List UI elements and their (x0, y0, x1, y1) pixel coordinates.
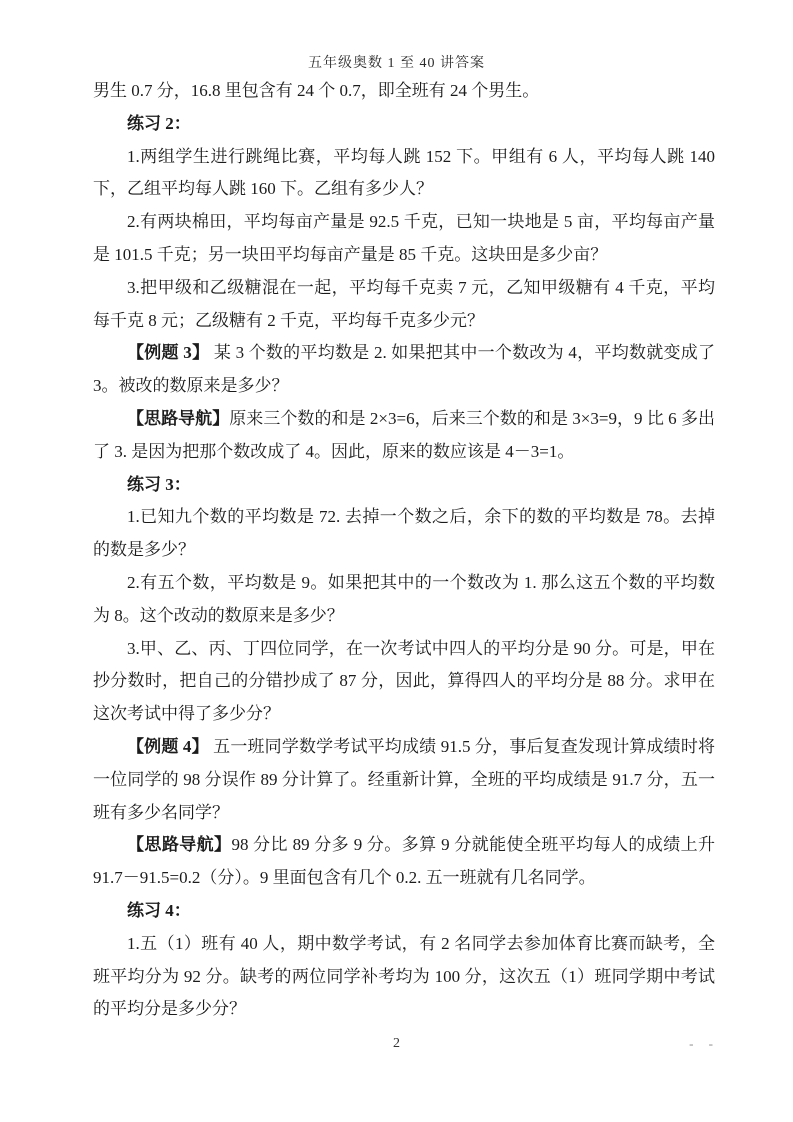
exercise3-problem-3 (93, 633, 715, 731)
exercise3-problem-1 (93, 501, 715, 567)
document-body (93, 75, 715, 1026)
paragraph-text: 1.五（1）班有 40 人，期中数学考试，有 2 名同学去参加体育比赛而缺考，全班平均分为 92 分。缺考的两位同学补考均为 100 分，这次五（1）班同学期中考试的平均分是多少分？ (93, 933, 715, 1019)
example-3-paragraph (93, 337, 715, 403)
paragraph-continuation (93, 75, 715, 108)
paragraph-text: 某 3 个数的平均数是 2. 如果把其中一个数改为 4，平均数就变成了 3。被改的数原来是多少？ (93, 343, 716, 396)
paragraph-text: 3.甲、乙、丙、丁四位同学，在一次考试中四人的平均分是 90 分。可是，甲在抄分数时，把自己的分错抄成了 87 分，因此，算得四人的平均分是 88 分。求甲在这次考试中得了多少分？ (93, 638, 715, 724)
paragraph-text: 3.把甲级和乙级糖混在一起，平均每千克卖 7 元，乙知甲级糖有 4 千克，平均每千克 8 元；乙级糖有 2 千克，平均每千克多少元？ (93, 277, 715, 330)
paragraph-text: 男生 0.7 分，16.8 里包含有 24 个 0.7，即全班有 24 个男生。 (93, 81, 540, 100)
paragraph-text: 1.两组学生进行跳绳比赛，平均每人跳 152 下。甲组有 6 人，平均每人跳 140 下，乙组平均每人跳 160 下。乙组有多少人？ (93, 146, 715, 199)
paragraph-text: 原来三个数的和是 2×3=6，后来三个数的和是 3×3=9，9 比 6 多出了 3. 是因为把那个数改成了 4。因此，原来的数应该是 4－3=1。 (93, 408, 716, 461)
solution-guide-label: 【思路导航】 (127, 408, 230, 428)
footer-corner-marks: - - (689, 1036, 719, 1051)
exercise-heading-label: 练习 4： (127, 900, 191, 920)
solution-guide-3-paragraph (93, 403, 715, 469)
exercise2-problem-1 (93, 141, 715, 207)
exercise-heading-label: 练习 3： (127, 474, 191, 494)
exercise-heading-label: 练习 2： (127, 113, 191, 133)
paragraph-text: 98 分比 89 分多 9 分。多算 9 分就能使全班平均每人的成绩上升 91.7－91.5=0.2（分）。9 里面包含有几个 0.2. 五一班就有几名同学。 (93, 835, 716, 888)
example-label: 【例题 3】 (127, 343, 210, 363)
document-header (0, 52, 793, 72)
example-4-paragraph (93, 731, 715, 829)
solution-guide-4-paragraph (93, 829, 715, 895)
paragraph-text: 五一班同学数学考试平均成绩 91.5 分，事后复查发现计算成绩时将一位同学的 98 分误作 89 分计算了。经重新计算，全班的平均成绩是 91.7 分，五一班有多少名同学？ (93, 736, 716, 822)
exercise2-problem-3 (93, 272, 715, 338)
exercise-heading-2 (93, 108, 715, 141)
document-title: 五年级奥数 1 至 40 讲答案 (308, 56, 485, 71)
exercise3-problem-2 (93, 567, 715, 633)
exercise-heading-3 (93, 469, 715, 502)
paragraph-text: 1.已知九个数的平均数是 72. 去掉一个数之后，余下的数的平均数是 78。去掉的数是多少？ (93, 507, 715, 560)
example-label: 【例题 4】 (127, 736, 209, 756)
page-number: 2 (393, 1036, 400, 1051)
paragraph-text: 2.有五个数，平均数是 9。如果把其中的一个数改为 1. 那么这五个数的平均数为 8。这个改动的数原来是多少？ (93, 572, 715, 625)
solution-guide-label: 【思路导航】 (127, 835, 232, 855)
exercise-heading-4 (93, 895, 715, 928)
paragraph-text: 2.有两块棉田，平均每亩产量是 92.5 千克，已知一块地是 5 亩，平均每亩产量是 101.5 千克；另一块田平均每亩产量是 85 千克。这块田是多少亩？ (93, 212, 715, 264)
exercise2-problem-2 (93, 206, 715, 272)
exercise4-problem-1 (93, 928, 715, 1026)
